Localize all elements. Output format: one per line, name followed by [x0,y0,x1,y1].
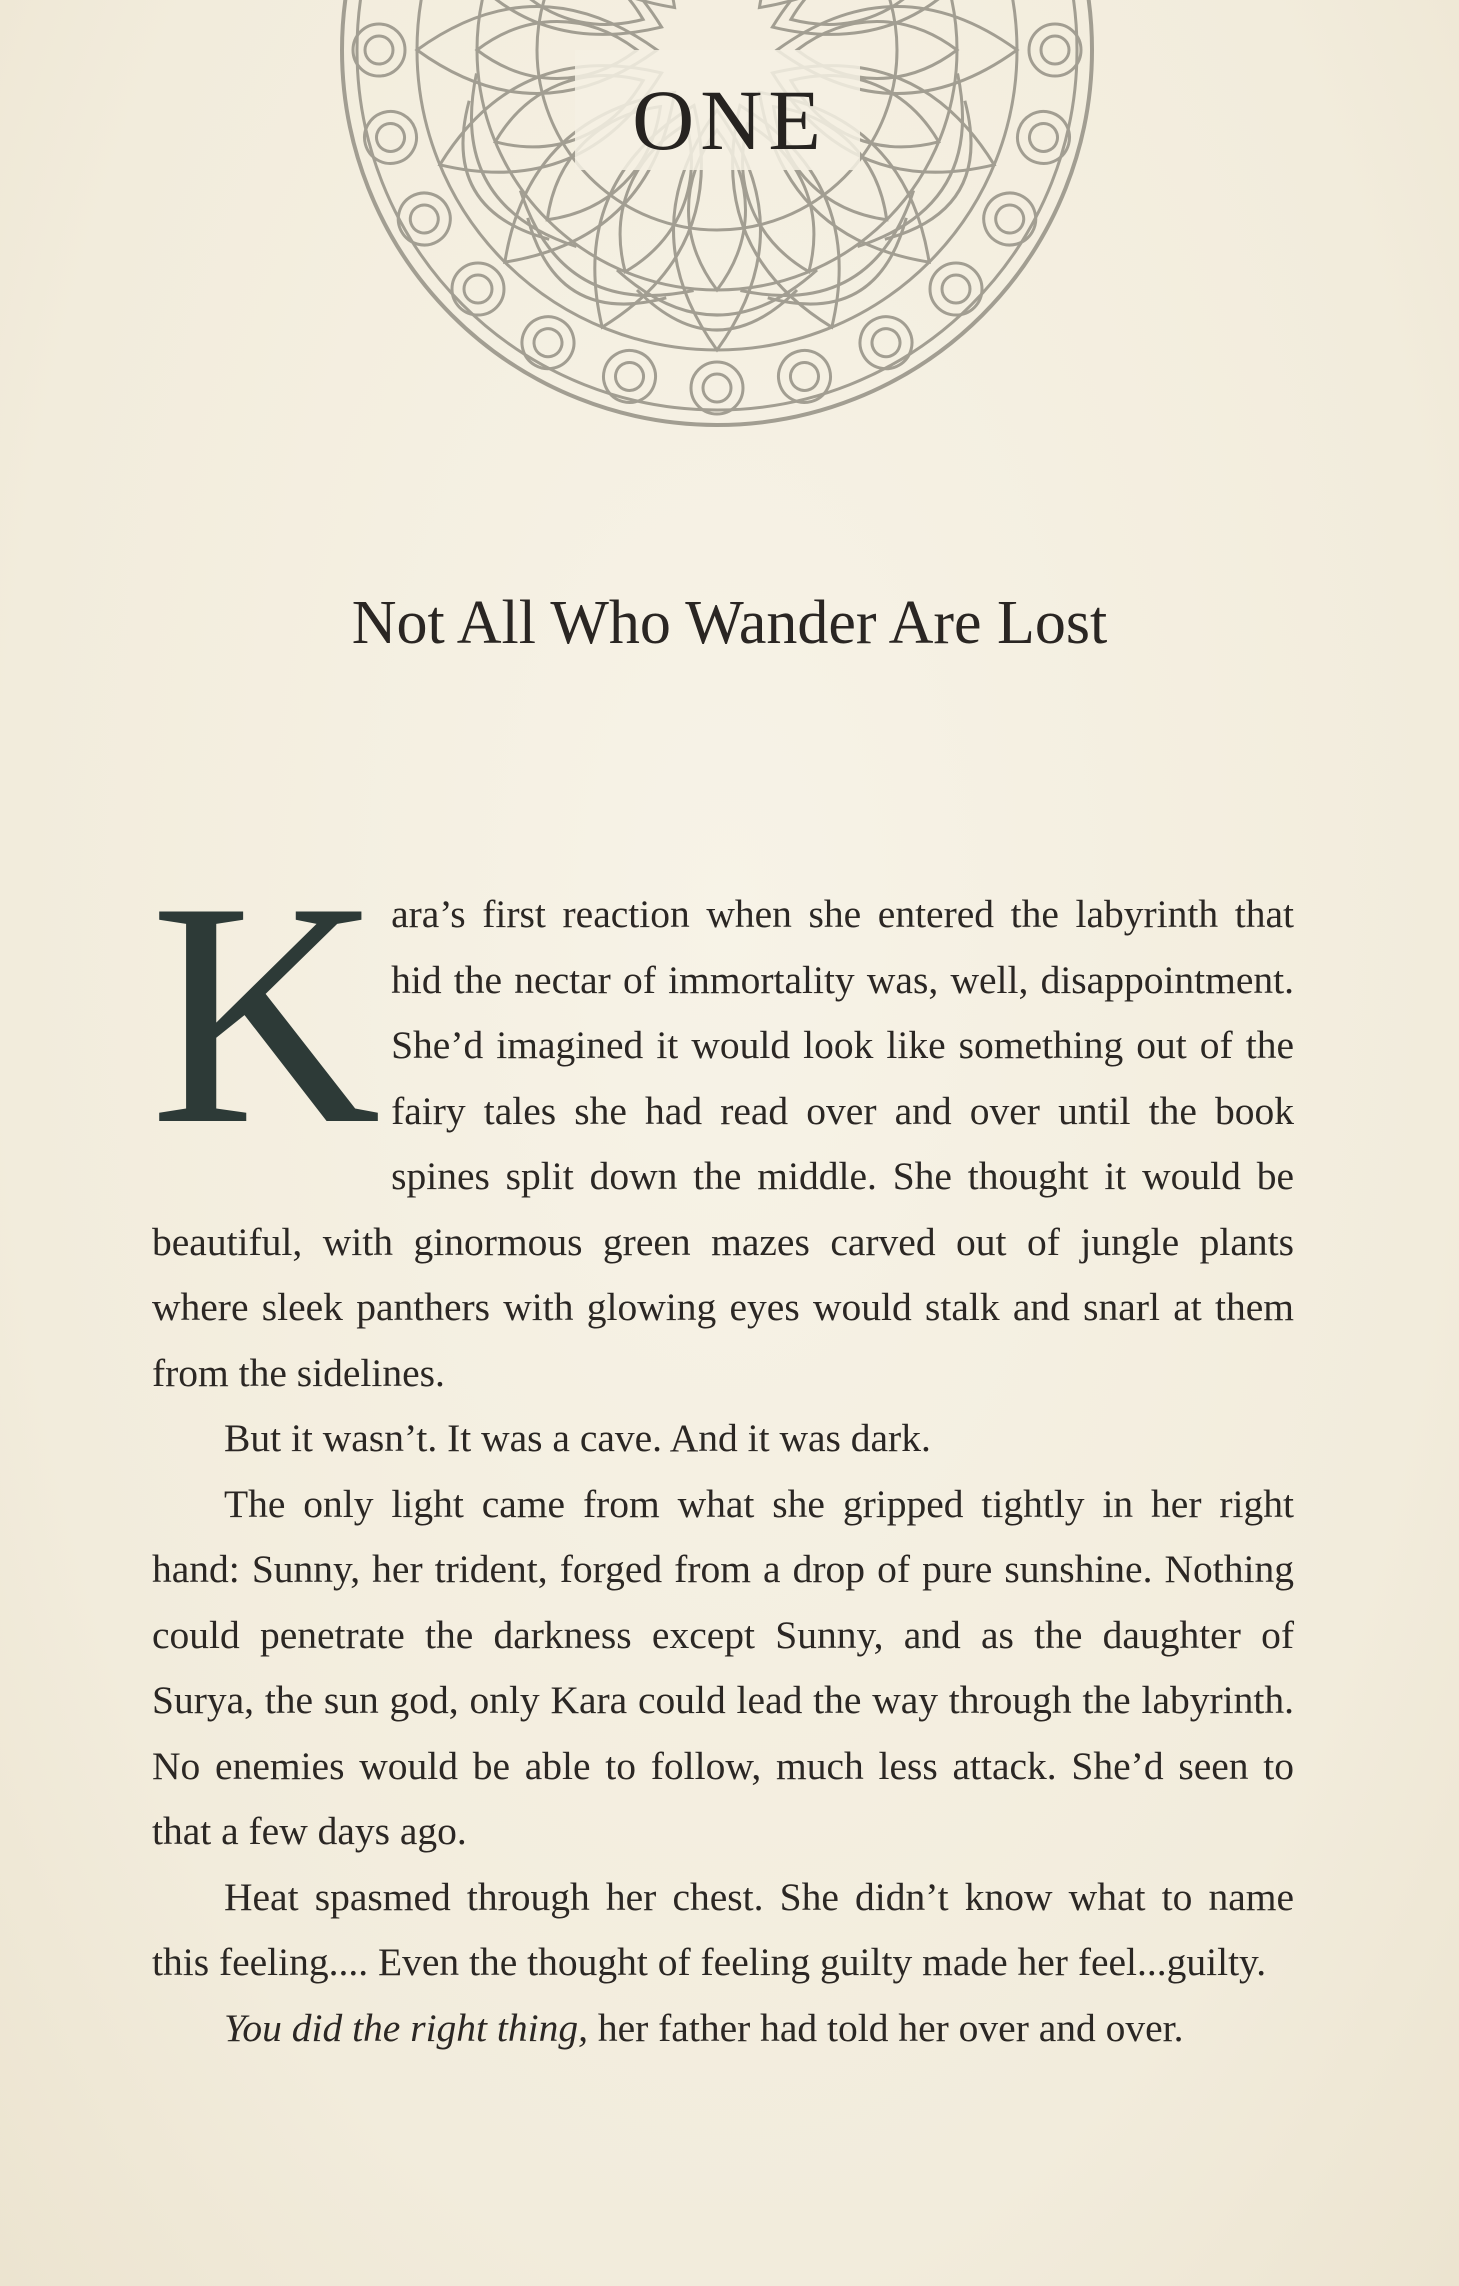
paragraph-4: Heat spasmed through her chest. She didn’t know what to name this feeling.... Even the thought of feeling guilty made her feel...guilty. [152,1874,1294,1984]
paragraph-2: But it wasn’t. It was a cave. And it was dark. [224,1416,931,1460]
paragraph-5 [152,1996,1294,2062]
paragraph-5-text: her father had told her over and over. [587,2005,1184,2050]
paragraph-1 [150,837,1294,1406]
chapter-body [150,837,1294,2061]
paragraph-1-text: ara’s first reaction when she entered the labyrinth that hid the nectar of immortality was, well, disappointment. She’d imagined it would look like something out of the fairy tales she had read over and over until the book spines split down the middle. She thought it would be beautiful, with ginormous green mazes carved out of jungle plants where sleek panthers with glowing eyes would stalk and snarl at them from the sidelines. [152,892,1294,1395]
italic-phrase: You did the right thing, [224,2005,588,2050]
celtic-knot-ornament-icon [215,0,1220,430]
drop-cap: K [150,837,382,1191]
chapter-title: Not All Who Wander Are Lost [351,589,1108,657]
paragraph-3: The only light came from what she gripped tightly in her right hand: Sunny, her trident, forged from a drop of pure sunshine. Nothing could penetrate the darkness except Sunny, and as the daughter of Surya, the sun god, only Kara could lead the way through the labyrinth. No enemies would be able to follow, much less attack. She’d seen to that a few days ago. [152,1481,1294,1853]
chapter-number: ONE [632,72,827,168]
